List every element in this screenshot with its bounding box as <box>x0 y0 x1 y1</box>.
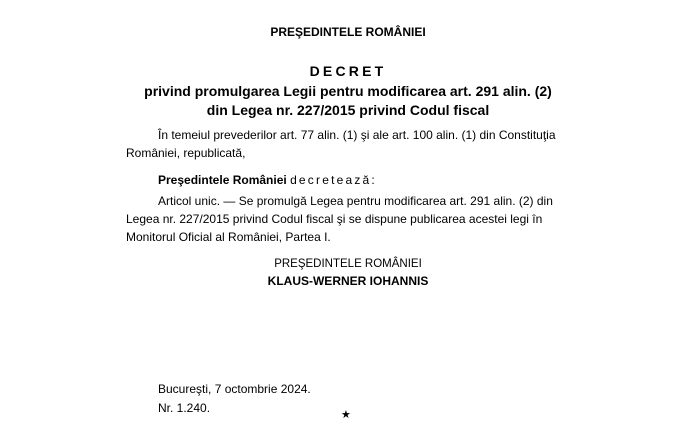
signatory-title: PREŞEDINTELE ROMÂNIEI <box>274 258 422 270</box>
star-separator-icon: ★ <box>341 409 351 421</box>
decree-clause <box>158 172 377 188</box>
document-subtitle-line-1: privind promulgarea Legii pentru modificarea art. 291 alin. (2) <box>144 83 552 99</box>
decree-verb: decretează: <box>290 173 377 187</box>
preamble-line-2: României, republicată, <box>126 146 246 160</box>
decree-subject: Preşedintele României <box>158 173 287 187</box>
document-type-title: DECRET <box>309 63 387 79</box>
preamble-line-1: În temeiul prevederilor art. 77 alin. (1) şi ale art. 100 alin. (1) din Constituţia <box>158 128 556 142</box>
article-line-1 <box>158 193 553 209</box>
decree-number: Nr. 1.240. <box>158 401 211 415</box>
signatory-name: KLAUS-WERNER IOHANNIS <box>267 274 429 288</box>
place-and-date: Bucureşti, 7 octombrie 2024. <box>158 382 311 396</box>
issuer-header: PREŞEDINTELE ROMÂNIEI <box>270 25 426 39</box>
article-line-3: Monitorul Oficial al României, Partea I. <box>126 230 331 244</box>
article-line-2: Legea nr. 227/2015 privind Codul fiscal şi se dispune publicarea acestei legi în <box>126 212 543 226</box>
article-label: Articol unic. <box>158 194 221 208</box>
document-subtitle-line-2: din Legea nr. 227/2015 privind Codul fiscal <box>206 102 490 118</box>
article-text-line-1: — Se promulgă Legea pentru modificarea art. 291 alin. (2) din <box>220 194 553 208</box>
